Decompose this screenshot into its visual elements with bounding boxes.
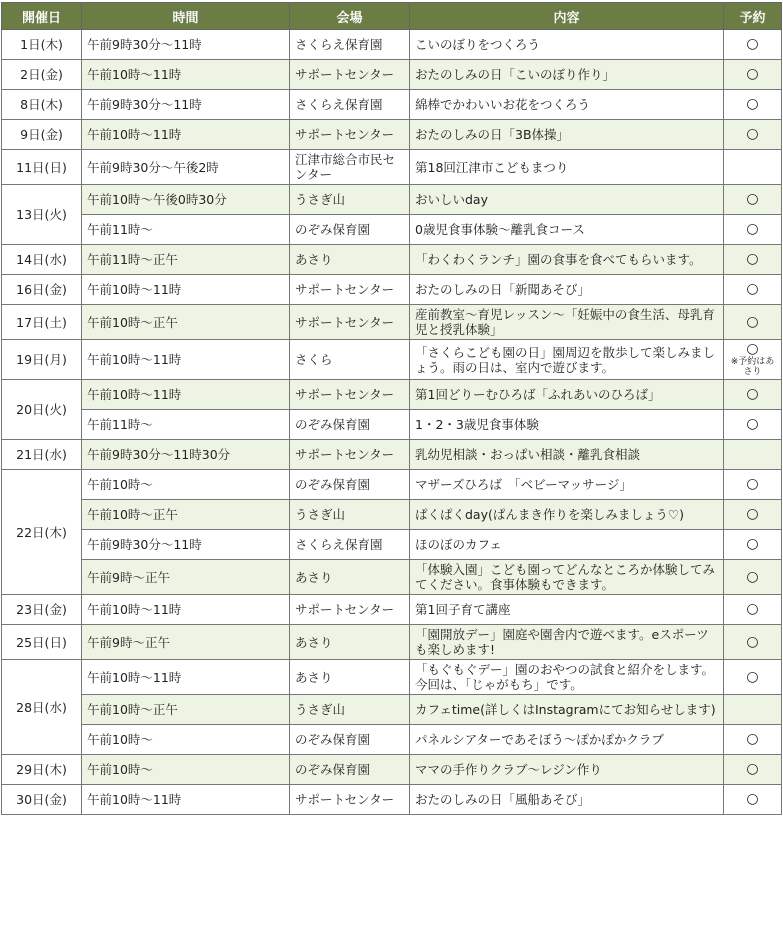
- venue-cell: あさり: [290, 625, 410, 660]
- venue-cell: サポートセンター: [290, 440, 410, 470]
- table-row: [2, 500, 782, 530]
- venue-cell: サポートセンター: [290, 305, 410, 340]
- venue-cell: サポートセンター: [290, 380, 410, 410]
- date-cell: 16日(金): [2, 275, 82, 305]
- venue-cell: さくらえ保育園: [290, 90, 410, 120]
- date-cell: 14日(水): [2, 245, 82, 275]
- content-cell: 「もぐもぐデー」園のおやつの試食と紹介をします。今回は、「じゃがもち」です。: [410, 660, 724, 695]
- time-cell: 午前10時〜正午: [82, 500, 290, 530]
- content-cell: マザーズひろば 「ベビーマッサージ」: [410, 470, 724, 500]
- time-cell: 午前10時〜11時: [82, 785, 290, 815]
- time-cell: 午前10時〜午後0時30分: [82, 185, 290, 215]
- reserve-cell: ○: [724, 245, 782, 275]
- reserve-cell: ○: [724, 410, 782, 440]
- content-cell: おたのしみの日「こいのぼり作り」: [410, 60, 724, 90]
- date-cell: 1日(木): [2, 30, 82, 60]
- date-cell: 13日(火): [2, 185, 82, 245]
- content-cell: 第18回江津市こどもまつり: [410, 150, 724, 185]
- content-cell: 乳幼児相談・おっぱい相談・離乳食相談: [410, 440, 724, 470]
- venue-cell: あさり: [290, 660, 410, 695]
- content-cell: カフェtime(詳しくはInstagramにてお知らせします): [410, 695, 724, 725]
- content-cell: ほのぼのカフェ: [410, 530, 724, 560]
- content-cell: おいしいday: [410, 185, 724, 215]
- table-row: [2, 625, 782, 660]
- time-cell: 午前9時30分〜11時: [82, 530, 290, 560]
- content-cell: 第1回子育て講座: [410, 595, 724, 625]
- time-cell: 午前9時〜正午: [82, 560, 290, 595]
- date-cell: 8日(木): [2, 90, 82, 120]
- table-row: [2, 470, 782, 500]
- time-cell: 午前10時〜11時: [82, 380, 290, 410]
- venue-cell: のぞみ保育園: [290, 410, 410, 440]
- content-cell: 綿棒でかわいいお花をつくろう: [410, 90, 724, 120]
- table-row: [2, 380, 782, 410]
- time-cell: 午前10時〜: [82, 725, 290, 755]
- reserve-cell: ○: [724, 215, 782, 245]
- time-cell: 午前10時〜正午: [82, 695, 290, 725]
- time-cell: 午前10時〜: [82, 755, 290, 785]
- content-cell: 1・2・3歳児食事体験: [410, 410, 724, 440]
- date-cell: 23日(金): [2, 595, 82, 625]
- time-cell: 午前10時〜11時: [82, 595, 290, 625]
- reserve-cell: ○: [724, 185, 782, 215]
- date-cell: 19日(月): [2, 340, 82, 380]
- time-cell: 午前10時〜11時: [82, 60, 290, 90]
- content-cell: おたのしみの日「新聞あそび」: [410, 275, 724, 305]
- content-cell: おたのしみの日「風船あそび」: [410, 785, 724, 815]
- date-cell: 22日(木): [2, 470, 82, 595]
- venue-cell: うさぎ山: [290, 695, 410, 725]
- venue-cell: のぞみ保育園: [290, 755, 410, 785]
- reserve-cell: ○: [724, 625, 782, 660]
- time-cell: 午前10時〜11時: [82, 660, 290, 695]
- table-row: [2, 215, 782, 245]
- time-cell: 午前9時30分〜11時: [82, 90, 290, 120]
- content-cell: ぱくぱくday(ぱんまき作りを楽しみましょう♡): [410, 500, 724, 530]
- venue-cell: あさり: [290, 245, 410, 275]
- reserve-cell: ○: [724, 725, 782, 755]
- reserve-cell: ○: [724, 660, 782, 695]
- table-row: [2, 440, 782, 470]
- date-cell: 17日(土): [2, 305, 82, 340]
- reserve-cell: ○: [724, 60, 782, 90]
- table-row: [2, 595, 782, 625]
- table-row: [2, 660, 782, 695]
- venue-cell: サポートセンター: [290, 785, 410, 815]
- date-cell: 29日(木): [2, 755, 82, 785]
- reserve-cell: ○: [724, 30, 782, 60]
- table-row: [2, 530, 782, 560]
- time-cell: 午前10時〜11時: [82, 120, 290, 150]
- venue-cell: のぞみ保育園: [290, 215, 410, 245]
- reserve-cell: [724, 150, 782, 185]
- reserve-cell: ○: [724, 530, 782, 560]
- schedule-table: [1, 2, 782, 815]
- reserve-cell: ○: [724, 275, 782, 305]
- table-row: [2, 560, 782, 595]
- venue-cell: のぞみ保育園: [290, 725, 410, 755]
- time-cell: 午前10時〜: [82, 470, 290, 500]
- reserve-cell: ○: [724, 595, 782, 625]
- content-cell: 「さくらこども園の日」園周辺を散歩して楽しみましょう。雨の日は、室内で遊びます。: [410, 340, 724, 380]
- content-cell: こいのぼりをつくろう: [410, 30, 724, 60]
- venue-cell: さくらえ保育園: [290, 30, 410, 60]
- reserve-cell: ○: [724, 305, 782, 340]
- venue-cell: あさり: [290, 560, 410, 595]
- reserve-cell: ○: [724, 500, 782, 530]
- table-row: [2, 275, 782, 305]
- header-time: 時間: [82, 3, 290, 30]
- table-row: [2, 60, 782, 90]
- date-cell: 28日(水): [2, 660, 82, 755]
- time-cell: 午前10時〜11時: [82, 275, 290, 305]
- date-cell: 2日(金): [2, 60, 82, 90]
- date-cell: 25日(日): [2, 625, 82, 660]
- time-cell: 午前10時〜11時: [82, 340, 290, 380]
- content-cell: おたのしみの日「3B体操」: [410, 120, 724, 150]
- venue-cell: うさぎ山: [290, 185, 410, 215]
- date-cell: 11日(日): [2, 150, 82, 185]
- reserve-cell: ○: [724, 120, 782, 150]
- content-cell: 産前教室〜育児レッスン〜「妊娠中の食生活、母乳育児と授乳体験」: [410, 305, 724, 340]
- content-cell: 「園開放デー」園庭や園舎内で遊べます。eスポーツも楽しめます!: [410, 625, 724, 660]
- table-row: [2, 90, 782, 120]
- reserve-cell: ○: [724, 755, 782, 785]
- table-row: [2, 30, 782, 60]
- time-cell: 午前9時30分〜11時: [82, 30, 290, 60]
- time-cell: 午前10時〜正午: [82, 305, 290, 340]
- reserve-cell: [724, 695, 782, 725]
- date-cell: 21日(水): [2, 440, 82, 470]
- venue-cell: サポートセンター: [290, 595, 410, 625]
- venue-cell: さくら: [290, 340, 410, 380]
- date-cell: 20日(火): [2, 380, 82, 440]
- time-cell: 午前11時〜: [82, 410, 290, 440]
- date-cell: 9日(金): [2, 120, 82, 150]
- time-cell: 午前9時〜正午: [82, 625, 290, 660]
- reserve-mark: ○: [746, 341, 759, 357]
- reserve-cell: ○: [724, 785, 782, 815]
- venue-cell: サポートセンター: [290, 275, 410, 305]
- reserve-cell: ○: [724, 380, 782, 410]
- venue-cell: サポートセンター: [290, 120, 410, 150]
- content-cell: 「体験入園」こども園ってどんなところか体験してみてください。食事体験もできます。: [410, 560, 724, 595]
- venue-cell: 江津市総合市民センター: [290, 150, 410, 185]
- table-row: [2, 695, 782, 725]
- venue-cell: サポートセンター: [290, 60, 410, 90]
- reserve-cell: ○: [724, 470, 782, 500]
- header-venue: 会場: [290, 3, 410, 30]
- reserve-note: ※予約はあさり: [730, 357, 775, 377]
- table-row: [2, 305, 782, 340]
- table-row: [2, 755, 782, 785]
- table-row: [2, 185, 782, 215]
- venue-cell: のぞみ保育園: [290, 470, 410, 500]
- table-row: [2, 725, 782, 755]
- time-cell: 午前9時30分〜11時30分: [82, 440, 290, 470]
- table-row: [2, 410, 782, 440]
- content-cell: 0歳児食事体験〜離乳食コース: [410, 215, 724, 245]
- date-cell: 30日(金): [2, 785, 82, 815]
- reserve-cell: [724, 340, 782, 380]
- time-cell: 午前11時〜正午: [82, 245, 290, 275]
- content-cell: ママの手作りクラブ〜レジン作り: [410, 755, 724, 785]
- table-row: [2, 785, 782, 815]
- reserve-cell: [724, 440, 782, 470]
- table-row: [2, 340, 782, 380]
- table-row: [2, 150, 782, 185]
- table-row: [2, 120, 782, 150]
- header-reserve: 予約: [724, 3, 782, 30]
- table-row: [2, 245, 782, 275]
- reserve-cell: ○: [724, 560, 782, 595]
- content-cell: 「わくわくランチ」園の食事を食べてもらいます。: [410, 245, 724, 275]
- reserve-cell: ○: [724, 90, 782, 120]
- content-cell: パネルシアターであそぼう〜ぽかぽかクラブ: [410, 725, 724, 755]
- header-content: 内容: [410, 3, 724, 30]
- header-row: [2, 3, 782, 30]
- venue-cell: うさぎ山: [290, 500, 410, 530]
- content-cell: 第1回どりーむひろば「ふれあいのひろば」: [410, 380, 724, 410]
- venue-cell: さくらえ保育園: [290, 530, 410, 560]
- time-cell: 午前11時〜: [82, 215, 290, 245]
- header-date: 開催日: [2, 3, 82, 30]
- time-cell: 午前9時30分〜午後2時: [82, 150, 290, 185]
